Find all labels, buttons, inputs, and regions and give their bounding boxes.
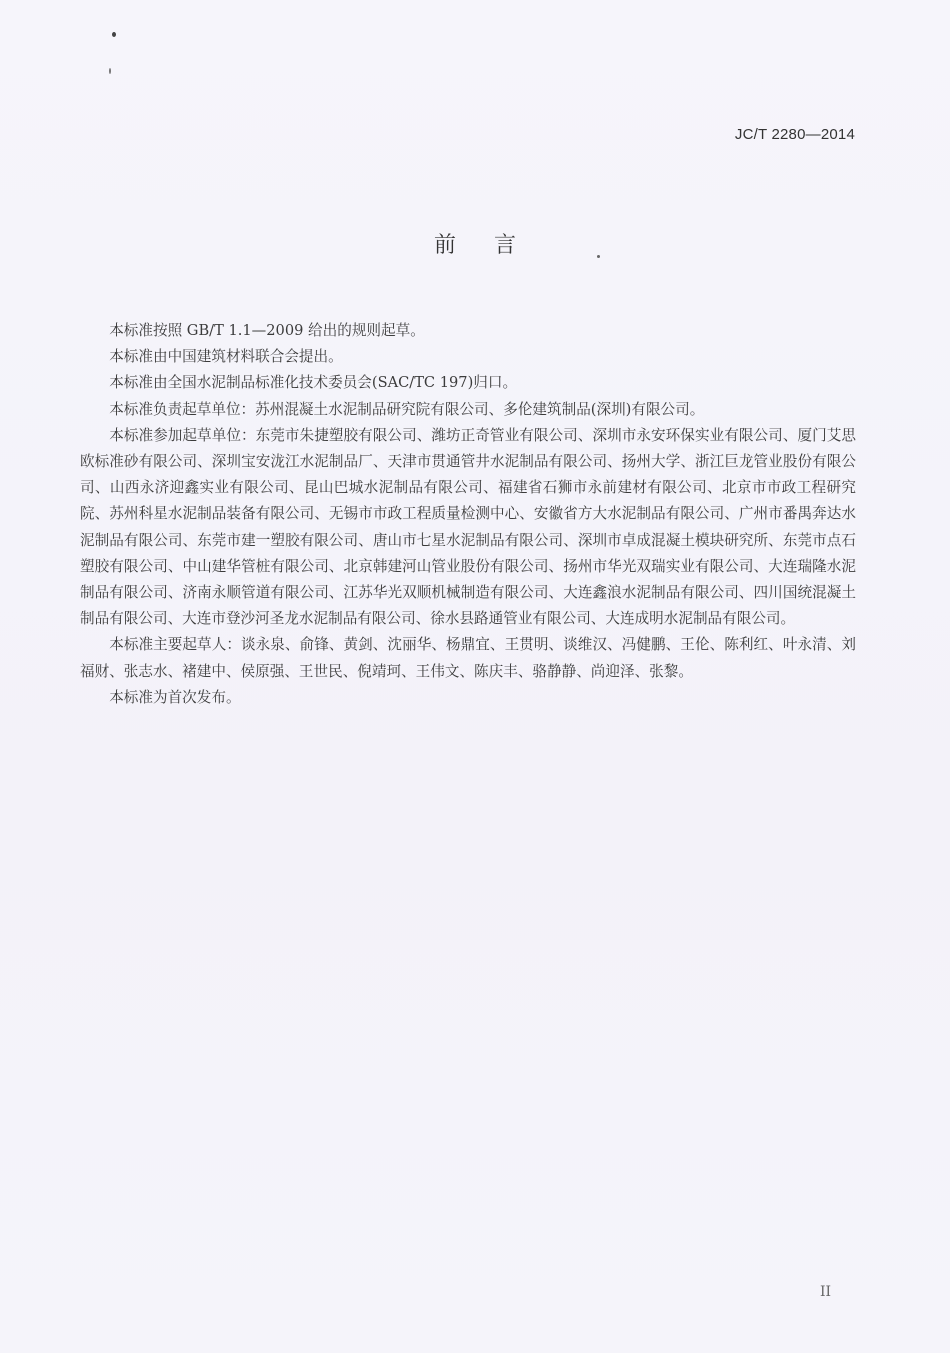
scan-speck xyxy=(112,32,116,37)
paragraph-responsible-drafters: 本标准负责起草单位：苏州混凝土水泥制品研究院有限公司、多伦建筑制品(深圳)有限公司。 xyxy=(109,400,705,418)
scan-speck xyxy=(109,68,111,74)
paragraph-drafting-rules: 本标准按照 GB/T 1.1—2009 给出的规则起草。 xyxy=(109,322,425,339)
paragraph-proposer: 本标准由中国建筑材料联合会提出。 xyxy=(109,348,343,366)
paragraph-participating-drafters: 本标准参加起草单位：东莞市朱捷塑胶有限公司、潍坊正奇管业有限公司、深圳市永安环保实业有限公司、厦门艾思欧标准砂有限公司、深圳宝安泷江水泥制品厂、天津市贯通管井水泥制品有限公司、扬州大学、浙江巨龙管业股份有限公司、山西永济迎鑫实业有限公司、昆山巴城水泥制品有限公司、福建省石狮市永前建材有限公司、北京市市政工程研究院、苏州科星水泥制品装备有限公司、无锡市市政工程质量检测中心、安徽省方大水泥制品有限公司、广州市番禺奔达水泥制品有限公司、东莞市建一塑胶有限公司、唐山市七星水泥制品有限公司、深圳市卓成混凝土模块研究所、东莞市点石塑胶有限公司、中山建华管桩有限公司、北京韩建河山管业股份有限公司、扬州市华光双瑞实业有限公司、大连瑞隆水泥制品有限公司、济南永顺管道有限公司、江苏华光双顺机械制造有限公司、大连鑫浪水泥制品有限公司、四川国统混凝土制品有限公司、大连市登沙河圣龙水泥制品有限公司、徐水县路通管业有限公司、大连成明水泥制品有限公司。 xyxy=(80,426,856,628)
foreword-body xyxy=(80,318,856,711)
page-number: II xyxy=(820,1284,832,1300)
paragraph-administrator: 本标准由全国水泥制品标准化技术委员会(SAC/TC 197)归口。 xyxy=(109,374,518,392)
paragraph-first-release: 本标准为首次发布。 xyxy=(109,688,241,706)
paragraph-main-drafters: 本标准主要起草人：谈永泉、俞锋、黄剑、沈丽华、杨鼎宜、王贯明、谈维汉、冯健鹏、王伦、陈利红、叶永清、刘福财、张志水、褚建中、侯原强、王世民、倪靖珂、王伟文、陈庆丰、骆静静、尚迎泽、张黎。 xyxy=(80,636,856,680)
standard-code: JC/T 2280—2014 xyxy=(734,126,855,143)
page-title: 前言 xyxy=(433,233,554,258)
